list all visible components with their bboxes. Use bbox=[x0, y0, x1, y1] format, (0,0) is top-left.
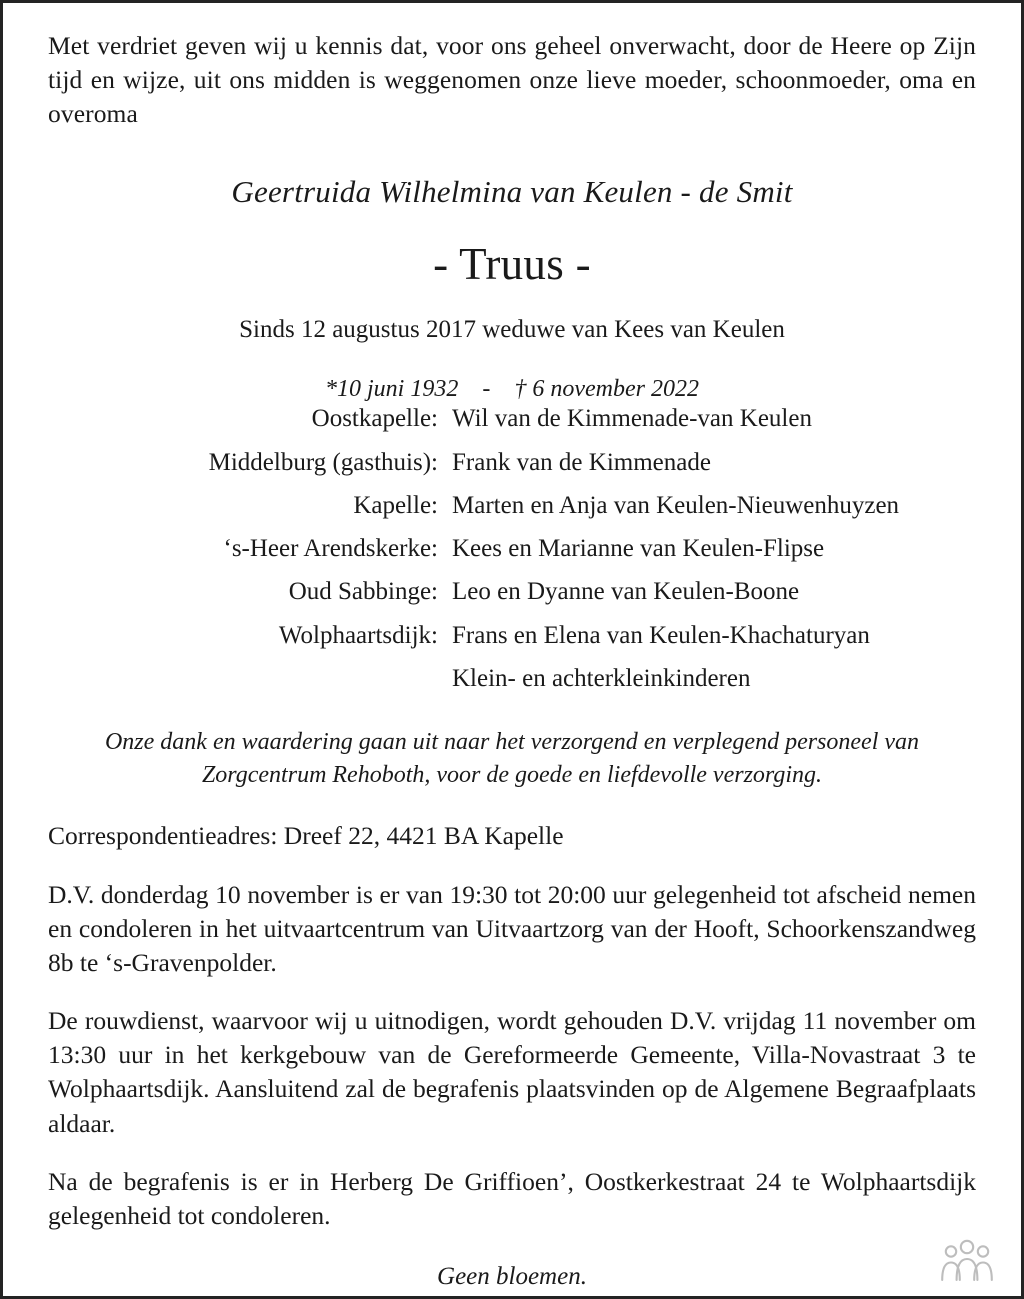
family-person: Klein- en achterkleinkinderen bbox=[452, 664, 751, 692]
family-person: Frank van de Kimmenade bbox=[452, 448, 711, 476]
service-paragraph: De rouwdienst, waarvoor wij u uitnodigen, wordt gehouden D.V. vrijdag 11 november om 13:30 uur in het kerkgebouw van de Gereformeerde Gemeente, Villa-Novastraat 3 te Wolphaartsdijk. Aansluitend zal de begrafenis plaatsvinden op de Algemene Begraafplaats aldaar. bbox=[48, 1006, 976, 1138]
closing-note: Geen bloemen. bbox=[437, 1263, 587, 1291]
family-row bbox=[48, 447, 976, 490]
birth-death-dates: *10 juni 1932 - † 6 november 2022 bbox=[325, 376, 699, 403]
family-place: Middelburg (gasthuis): bbox=[208, 448, 438, 476]
reception-paragraph: Na de begrafenis is er in Herberg De Griffioen’, Oostkerkestraat 24 te Wolphaartsdijk gelegenheid tot condoleren. bbox=[48, 1166, 976, 1230]
family-row bbox=[48, 533, 976, 576]
opening-paragraph: Met verdriet geven wij u kennis dat, voor ons geheel onverwacht, door de Heere op Zijn tijd en wijze, uit ons midden is weggenomen onze lieve moeder, schoonmoeder, oma en overoma bbox=[48, 31, 976, 129]
family-person: Frans en Elena van Keulen-Khachaturyan bbox=[452, 621, 870, 649]
family-place: Kapelle: bbox=[353, 491, 438, 519]
correspondence-address: Correspondentieadres: Dreef 22, 4421 BA Kapelle bbox=[48, 821, 564, 851]
family-row bbox=[48, 403, 976, 446]
widow-line: Sinds 12 augustus 2017 weduwe van Kees van Keulen bbox=[239, 316, 785, 344]
family-place: Oostkapelle: bbox=[311, 405, 438, 433]
family-person: Kees en Marianne van Keulen-Flipse bbox=[452, 535, 825, 563]
name-block bbox=[48, 131, 976, 403]
family-row bbox=[48, 490, 976, 533]
family-place: ‘s-Heer Arendskerke: bbox=[223, 535, 438, 563]
family-person: Wil van de Kimmenade-van Keulen bbox=[452, 405, 812, 433]
family-person: Leo en Dyanne van Keulen-Boone bbox=[452, 578, 800, 606]
family-row bbox=[48, 663, 976, 706]
three-people-icon bbox=[937, 1238, 997, 1282]
condolence-paragraph: D.V. donderdag 10 november is er van 19:30 tot 20:00 uur gelegenheid tot afscheid nemen en condoleren in het uitvaartcentrum van Uitvaartzorg van der Hooft, Schoorkenszandweg 8b te ‘s-Gravenpolder. bbox=[48, 879, 976, 977]
deceased-full-name: Geertruida Wilhelmina van Keulen - de Smit bbox=[231, 174, 793, 210]
deceased-nickname: - Truus - bbox=[433, 239, 591, 290]
family-place: Wolphaartsdijk: bbox=[278, 621, 438, 649]
notice-content bbox=[48, 29, 976, 1291]
family-person: Marten en Anja van Keulen-Nieuwenhuyzen bbox=[452, 491, 900, 519]
thanks-note: Onze dank en waardering gaan uit naar het verzorgend en verplegend personeel van Zorgcentrum Rehoboth, voor de goede en liefdevolle verzorging. bbox=[104, 729, 920, 788]
family-row bbox=[48, 576, 976, 619]
family-place: Oud Sabbinge: bbox=[288, 578, 438, 606]
family-list bbox=[48, 403, 976, 706]
family-row bbox=[48, 620, 976, 663]
family-place bbox=[48, 663, 452, 706]
